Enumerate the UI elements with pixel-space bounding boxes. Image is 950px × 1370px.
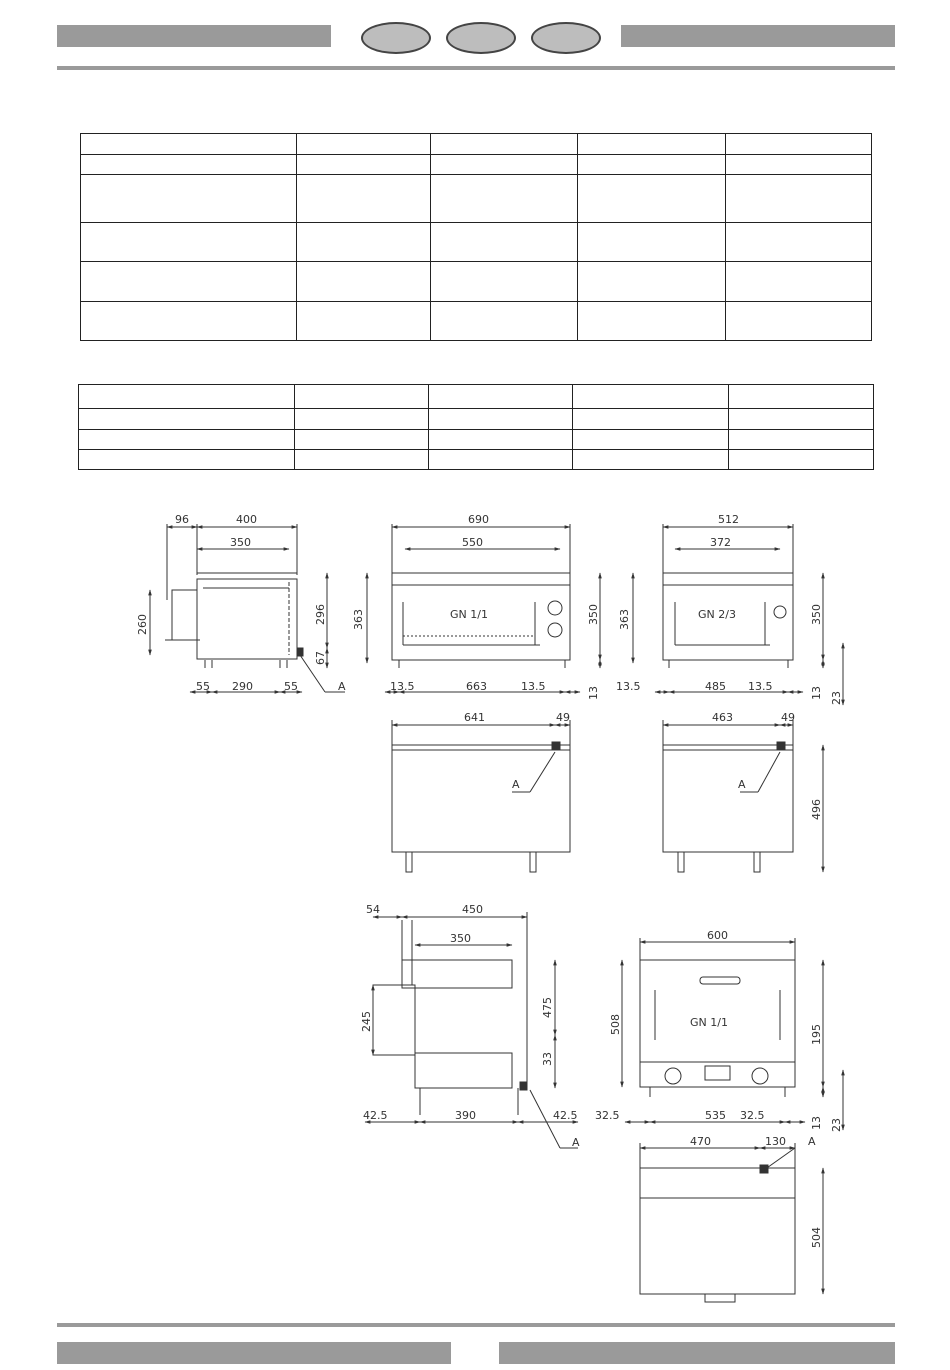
dim-label: 13.5 xyxy=(616,680,641,693)
dim-label: 504 xyxy=(810,1227,823,1248)
dim-label: 13.5 xyxy=(390,680,415,693)
dim-label: 67 xyxy=(314,651,327,665)
footer-rule xyxy=(57,1323,895,1327)
marker-label: A xyxy=(738,778,746,791)
dim-label: 363 xyxy=(352,609,365,630)
dim-label: 49 xyxy=(556,711,570,724)
gn-label: GN 1/1 xyxy=(690,1016,728,1029)
dim-label: 33 xyxy=(541,1052,554,1066)
dim-label: 290 xyxy=(232,680,253,693)
dim-label: 245 xyxy=(360,1011,373,1032)
marker-label: A xyxy=(572,1136,580,1149)
oven-body xyxy=(197,579,297,659)
dim-label: 485 xyxy=(705,680,726,693)
dim-label: 663 xyxy=(466,680,487,693)
dim-label: 42.5 xyxy=(553,1109,578,1122)
dim-label: 54 xyxy=(366,903,380,916)
dim-label: 13.5 xyxy=(521,680,546,693)
dim-label: 470 xyxy=(690,1135,711,1148)
dim-label: 600 xyxy=(707,929,728,942)
dim-label: 496 xyxy=(810,799,823,820)
dim-label: 13 xyxy=(810,686,823,700)
dim-label: 13.5 xyxy=(748,680,773,693)
dim-label: 350 xyxy=(810,604,823,625)
dim-label: 390 xyxy=(455,1109,476,1122)
dim-label: 463 xyxy=(712,711,733,724)
dim-label: 195 xyxy=(810,1024,823,1045)
dim-label: 400 xyxy=(236,513,257,526)
dim-label: 350 xyxy=(450,932,471,945)
marker-label: A xyxy=(512,778,520,791)
dim-label: 49 xyxy=(781,711,795,724)
dim-label: 13 xyxy=(587,686,600,700)
gn-label: GN 1/1 xyxy=(450,608,488,621)
drawing-top-view-463 xyxy=(663,720,823,872)
dim-label: 32.5 xyxy=(740,1109,765,1122)
gn-label: GN 2/3 xyxy=(698,608,736,621)
dim-label: 296 xyxy=(314,604,327,625)
dim-label: 512 xyxy=(718,513,739,526)
dim-label: 350 xyxy=(587,604,600,625)
dim-label: 450 xyxy=(462,903,483,916)
footer-bar-right xyxy=(499,1342,895,1364)
dim-label: 641 xyxy=(464,711,485,724)
dim-label: 350 xyxy=(230,536,251,549)
dim-label: 475 xyxy=(541,997,554,1018)
dim-label: 42.5 xyxy=(363,1109,388,1122)
dim-label: 690 xyxy=(468,513,489,526)
dim-label: 55 xyxy=(196,680,210,693)
marker-label: A xyxy=(808,1135,816,1148)
dim-label: 372 xyxy=(710,536,731,549)
dim-label: 508 xyxy=(609,1014,622,1035)
oven-door xyxy=(172,590,197,640)
dim-label: 96 xyxy=(175,513,189,526)
footer-bar-left xyxy=(57,1342,451,1364)
dim-label: 550 xyxy=(462,536,483,549)
dim-label: 23 xyxy=(830,691,843,705)
marker-label: A xyxy=(338,680,346,693)
drawing-top-view-641 xyxy=(392,720,570,872)
dim-label: 535 xyxy=(705,1109,726,1122)
dim-label: 13 xyxy=(810,1116,823,1130)
dim-label: 23 xyxy=(830,1118,843,1132)
drawing-top-view-large xyxy=(640,1143,823,1302)
dim-label: 55 xyxy=(284,680,298,693)
dim-label: 260 xyxy=(136,614,149,635)
dim-label: 32.5 xyxy=(595,1109,620,1122)
dim-label: 130 xyxy=(765,1135,786,1148)
dim-label: 363 xyxy=(618,609,631,630)
